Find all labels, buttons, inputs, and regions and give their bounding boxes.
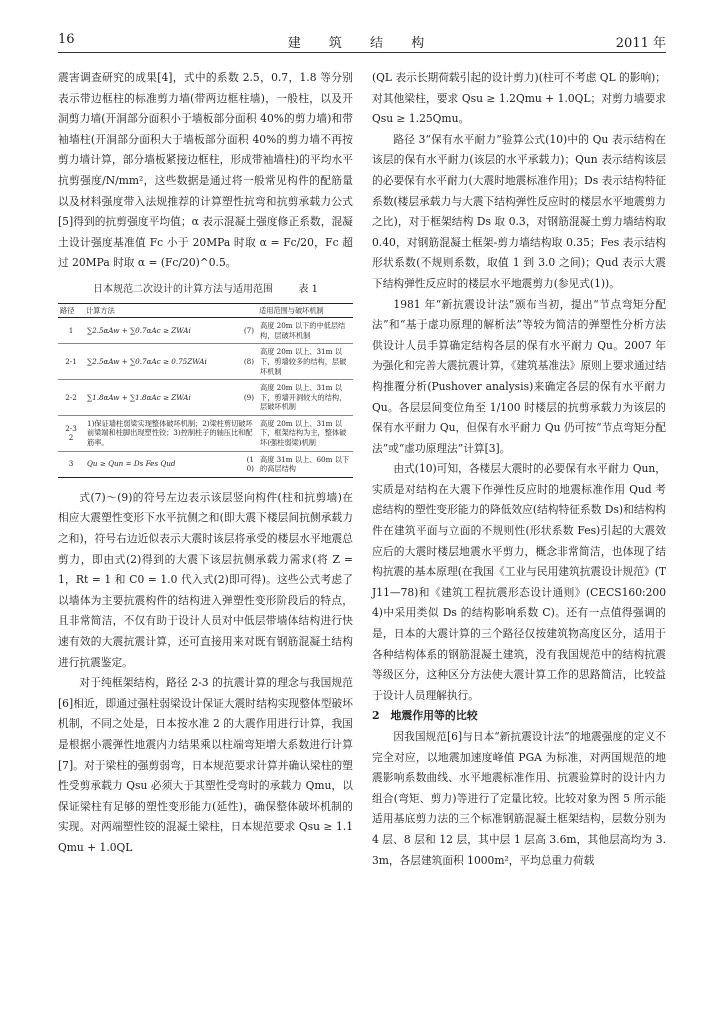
journal-title: 建 筑 结 构 [287,36,437,51]
table-cell: ∑2.5αAw + ∑0.7αAc ≥ ZWAi [84,318,239,344]
page-number: 16 [58,32,75,47]
paragraph: 震害调查研究的成果[4]，式中的系数 2.5，0.7，1.8 等分别表示带边框柱的标准剪力墙(带两边框柱墙)，一般柱，以及开洞剪力墙(开洞部分面积小于墙板部分面积 40%的剪力墙)和带袖墙柱(开洞部分面积大于墙板部分面积 40%的剪力墙不再按剪力墙计算，部分墙板紧接边框柱，形成带袖墙柱)的平均水平抗剪强度/N/mm²，这些数据是通过将一般常见构件的配筋量以及材料强度带入法规推荐的计算塑性抗弯和抗剪承载力公式[5]得到的抗剪强度平均值；α 表示混凝土强度修正系数，混凝土设计强度基准值 Fc 小于 20MPa 时取 α = Fc/20，Fc 超过 20MPa 时取 α = (Fc/20)^0.5。 [58,71,353,270]
table-cell: 高度 20m 以上、31m 以下，剪墙较多的结构，层破坏机制 [257,344,353,380]
table-cell: 2-2 [58,380,84,416]
table-row [58,318,353,344]
left-column [58,68,353,859]
table-cell: Qu ≥ Qun = Ds Fes Qud [84,451,239,477]
journal-year: 2011 年 [615,36,666,51]
table-cell: (7) [239,318,257,344]
table-cell: 2-1 [58,344,84,380]
table-caption-text: 日本规范二次设计的计算方法与适用范围 [93,283,273,295]
paragraph: 因我国规范[6]与日本“新抗震设计法”的地震强度的定义不完全对应，以地震加速度峰值 PGA 为标准，对两国规范的地震影响系数曲线、水平地震标准作用、抗震验算时的设计内力组合(弯矩、剪力)等进行了定量比较。比较对象为图 5 所示能适用基底剪力法的三个标准钢筋混凝土框架结构，层数分别为 4 层、8 层和 12 层，其中层 1 层高 3.6m，其他层高均为 3.3m，各层建筑面积 1000m²，平均总重力荷载 [372,730,666,867]
table-label: 表 1 [298,283,318,295]
table-cell: 3 [58,451,84,477]
paragraph: 由式(10)可知，各楼层大震时的必要保有水平耐力 Qun，实质是对结构在大震下作弹性反应时的地震标准作用 Qud 考虑结构的塑性变形能力的降低效应(结构特征系数 Ds)和结构构件在建筑平面与立面的不规则性(形状系数 Fes)引起的大震效应后的大震时楼层地震水平剪力，概念非常简洁，也体现了结构抗震的基本原理(在我国《工业与民用建筑抗震设计规范》(TJ11—78)和《建筑工程抗震形态设计通则》(CECS160:2004)中采用类似 Ds 的结构影响系数 C)。还有一点值得强调的是，日本的大震计算的三个路径仅按建筑物高度区分，适用于各种结构体系的钢筋混凝土建筑，没有我国规范中的结构抗震等级区分，这种区分方法使大震计算工作的思路简洁，比较益于设计人员理解执行。 [372,462,666,702]
paragraph: 对于纯框架结构，路径 2-3 的抗震计算的理念与我国规范[6]相近，即通过强柱弱梁设计保证大震时结构实现整体型破坏机制，不同之处是，日本按水准 2 的大震作用进行计算，我国是根据小震弹性地震内力结果乘以柱端弯矩增大系数进行计算[7]。对于梁柱的强剪弱弯，日本规范要求计算并确认梁柱的塑性受剪承载力 Qsu 必须大于其塑性受弯时的承载力 Qmu，以保证梁柱有足够的塑性变形能力(延性)，确保整体破坏机制的实现。对两端塑性铰的混凝土梁柱，日本规范要求 Qsu ≥ 1.1Qmu + 1.0QL [58,676,353,854]
table-cell: (8) [239,344,257,380]
paragraph: (QL 表示长期荷载引起的设计剪力)(柱可不考虑 QL 的影响)；对其他梁柱，要求 Qsu ≥ 1.2Qmu + 1.0QL；对剪力墙要求 Qsu ≥ 1.25Qmu。 [372,71,666,126]
table-row [58,415,353,451]
route-id: 2-3 [65,423,77,433]
table-row [58,451,353,477]
table-cell: ∑1.8αAw + ∑1.8αAc ≥ ZWAi [84,380,239,416]
running-header [58,32,666,52]
table-cell: (9) [239,380,257,416]
table-cell: 高度 20m 以上、31m 以下，框架结构为主，整体破坏(强柱弱梁)机制 [257,415,353,451]
section-heading: 2 地震作用等的比较 [372,709,478,723]
table-header: 路径 [58,303,84,318]
table-cell: 高度 20m 以上、31m 以下，剪墙开洞较大的结构，层破坏机制 [257,380,353,416]
table-cell [58,415,84,451]
table-cell: 高度 31m 以上、60m 以下的高层结构 [257,451,353,477]
table-cell: 高度 20m 以下的中低层结构，层破坏机制 [257,318,353,344]
table-header: 计算方法 [84,303,257,318]
table-row [58,344,353,380]
header-rule [58,52,666,53]
table-cell: 1)保证墙柱弱梁实现整体破坏机制；2)梁柱剪切破坏前梁端和柱脚出现塑性铰；3)控制柱子的轴压比和配筋率。 [84,415,257,451]
table-cell: 1 [58,318,84,344]
table-caption [58,280,353,301]
table-row [58,380,353,416]
table-header-row [58,303,353,318]
paragraph: 路径 3“保有水平耐力”验算公式(10)中的 Qu 表示结构在该层的保有水平耐力(该层的水平承载力)；Qun 表示结构该层的必要保有水平耐力(大震时地震标准作用)；Ds 表示结构特征系数(楼层承载力与大震下结构弹性反应时的楼层水平地震剪力之比)，对于框架结构 Ds 取 0.3，对钢筋混凝土剪力墙结构取 0.40，对钢筋混凝土框架-剪力墙结构取 0.35；Fes 表示结构形状系数(不规则系数，取值 1 到 3.0 之间)；Qud 表示大震下结构弹性反应时的楼层水平地震剪力(参见式(1))。 [372,132,666,290]
table-header: 适用范围与破坏机制 [257,303,353,318]
paragraph: 1981 年“新抗震设计法”颁布当初，提出“节点弯矩分配法”和“基于虚功原理的解析法”等较为简洁的弹塑性分析方法供设计人员手算确定结构各层的保有水平耐力 Qu。2007 年为强化和完善大震抗震计算，《建筑基准法》原则上要求通过结构推覆分析(Pushover analysis)来确定各层的保有水平耐力 Qu。各层层间变位角至 1/100 时楼层的抗剪承载力为该层的保有水平耐力 Qu，但保有水平耐力 Qu 仍可按“节点弯矩分配法”或“虚功原理法”计算[3]。 [372,297,666,455]
right-column [372,68,666,871]
paragraph: 式(7)～(9)的符号左边表示该层竖向构件(柱和抗剪墙)在相应大震塑性变形下水平抗侧之和(即大震下楼层间抗侧承载力之和)，符号右边近似表示大震时该层将承受的楼层水平地震总剪力，即由式(2)得到的大震下该层抗侧承载力需求(将 Z = 1，Rt = 1 和 C0 = 1.0 代入式(2)即可得)。这些公式考虑了以墙体为主要抗震构件的结构进入弹塑性变形阶段后的特点，且非常简洁，不仅有助于设计人员对中低层带墙体结构进行快速有效的大震抗震计算，还可直接用来对既有钢筋混凝土结构进行抗震鉴定。 [58,490,353,669]
design-methods-table [58,303,353,478]
route-group: 2 [68,433,74,443]
table-cell: ∑2.5αAw + ∑0.7αAc ≥ 0.75ZWAi [84,344,239,380]
table-cell: (10) [239,451,257,477]
